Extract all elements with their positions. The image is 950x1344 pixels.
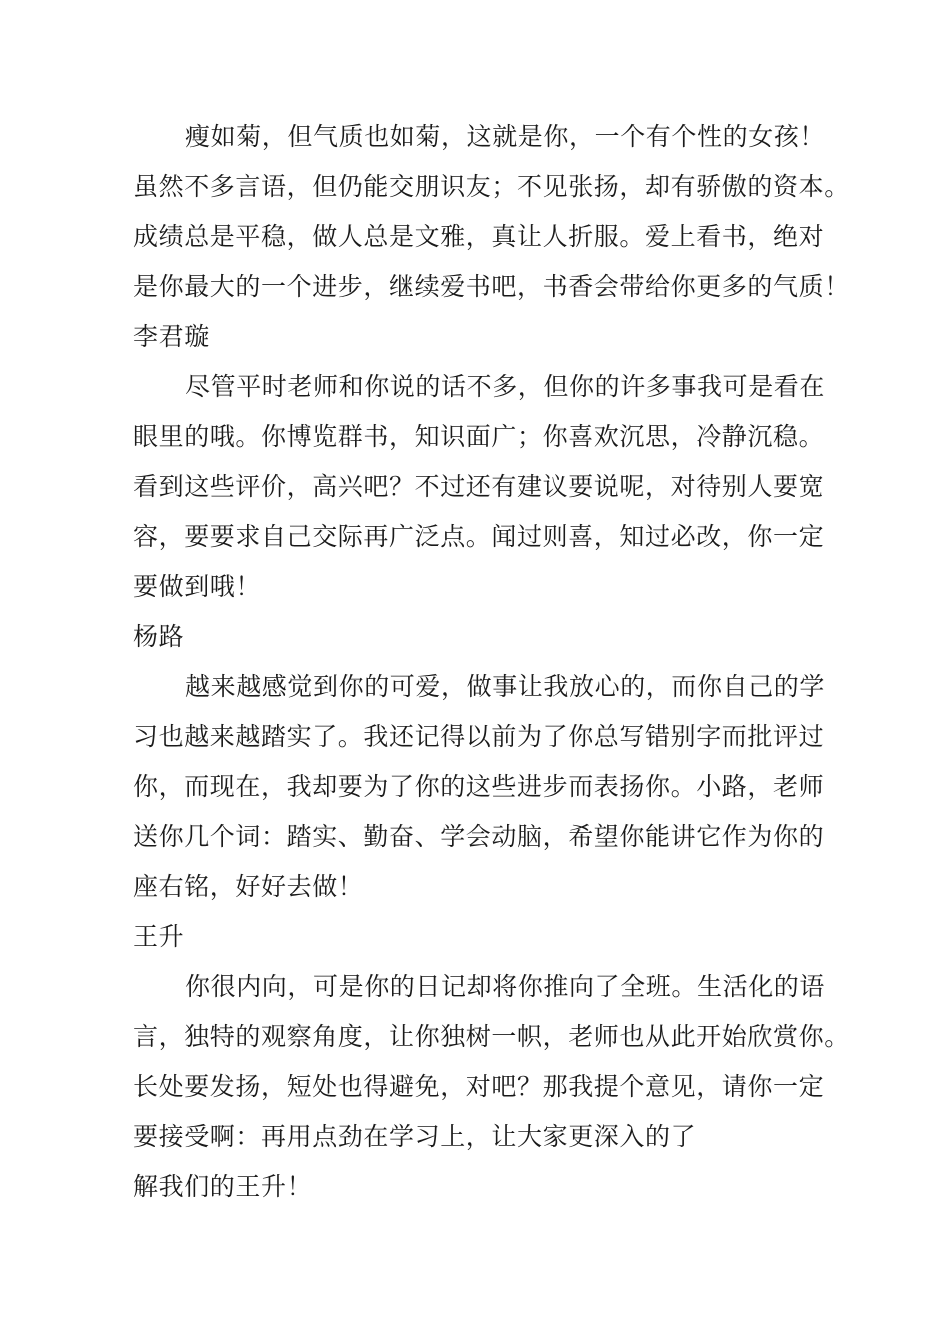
- student-name: 杨路: [133, 622, 185, 651]
- student-name: 李君璇: [133, 322, 210, 351]
- paragraph-line: 是你最大的一个进步，继续爱书吧，书香会带给你更多的气质！: [133, 272, 850, 301]
- paragraph-line: 长处要发扬，短处也得避免，对吧？那我提个意见，请你一定: [133, 1072, 825, 1101]
- paragraph-line: 看到这些评价，高兴吧？不过还有建议要说呢，对待别人要宽: [133, 472, 825, 501]
- document-body: [133, 112, 850, 1212]
- paragraph-line: 习也越来越踏实了。我还记得以前为了你总写错别字而批评过: [133, 722, 825, 751]
- paragraph-line: 你，而现在，我却要为了你的这些进步而表扬你。小路，老师: [133, 772, 825, 801]
- paragraph-line: 解我们的王升！: [133, 1172, 313, 1201]
- paragraph-line: 尽管平时老师和你说的话不多，但你的许多事我可是看在: [185, 372, 826, 401]
- paragraph-line: 要做到哦！: [133, 572, 262, 601]
- paragraph-line: 言，独特的观察角度，让你独树一帜，老师也从此开始欣赏你。: [133, 1022, 850, 1051]
- paragraph-line: 越来越感觉到你的可爱，做事让我放心的，而你自己的学: [185, 672, 826, 701]
- paragraph-line: 要接受啊：再用点劲在学习上，让大家更深入的了: [133, 1122, 697, 1151]
- paragraph-line: 座右铭，好好去做！: [133, 872, 364, 901]
- student-name: 王升: [133, 922, 185, 951]
- paragraph-line: 你很内向，可是你的日记却将你推向了全班。生活化的语: [185, 972, 826, 1001]
- paragraph-line: 成绩总是平稳，做人总是文雅，真让人折服。爱上看书，绝对: [133, 222, 825, 251]
- paragraph-line: 送你几个词：踏实、勤奋、学会动脑，希望你能讲它作为你的: [133, 822, 825, 851]
- paragraph-line: 虽然不多言语，但仍能交朋识友；不见张扬，却有骄傲的资本。: [133, 172, 850, 201]
- paragraph-line: 眼里的哦。你博览群书，知识面广；你喜欢沉思，冷静沉稳。: [133, 422, 825, 451]
- paragraph-line: 容，要要求自己交际再广泛点。闻过则喜，知过必改，你一定: [133, 522, 825, 551]
- paragraph-line: 瘦如菊，但气质也如菊，这就是你，一个有个性的女孩！: [185, 122, 826, 151]
